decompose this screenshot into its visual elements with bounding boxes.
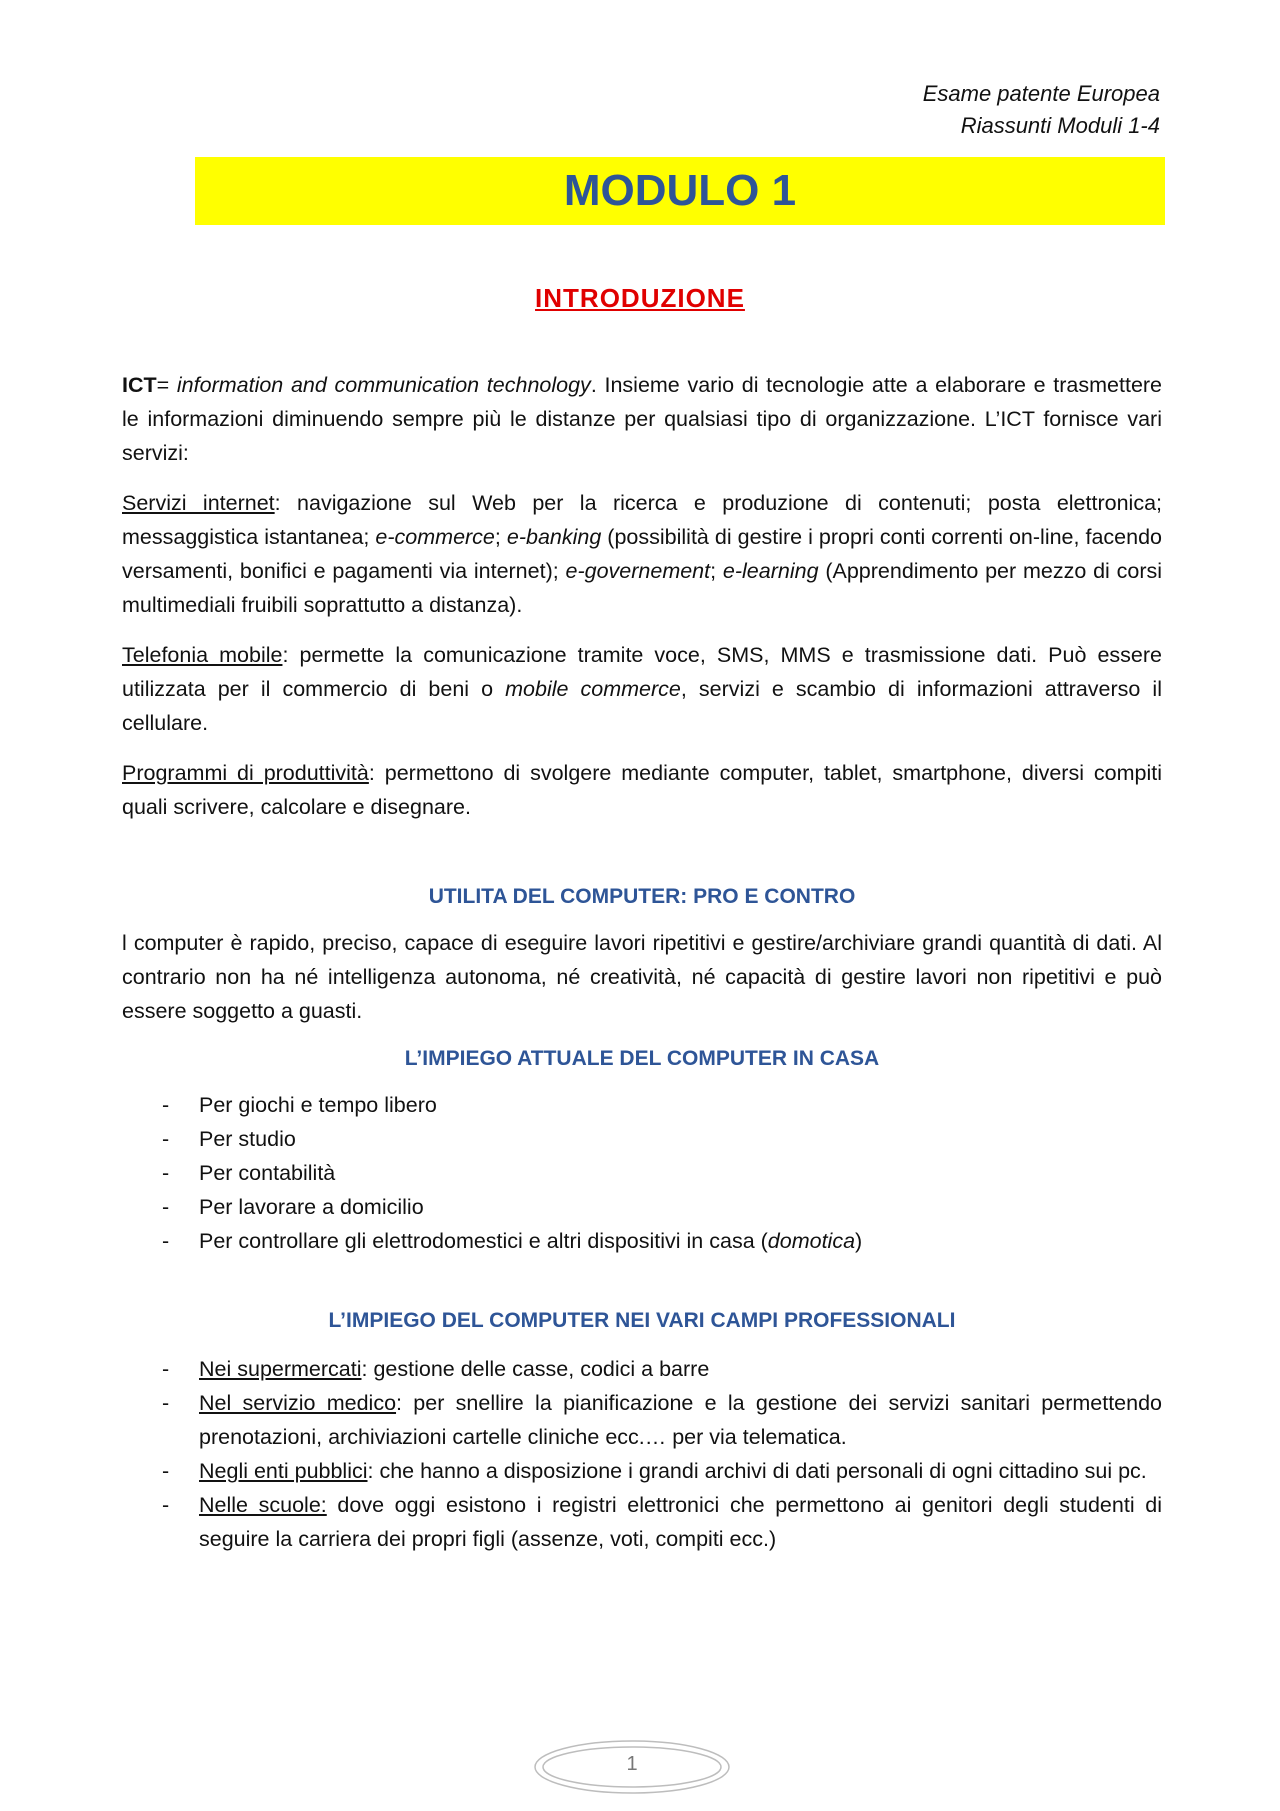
page-number: 1 [626, 1753, 638, 1775]
home-use-list [122, 1088, 1162, 1258]
ict-term: ICT [122, 373, 157, 397]
list-item: - Per contabilità [122, 1156, 1162, 1190]
document-body [122, 368, 1162, 1556]
productivity-text: : permettono di svolgere mediante computer, tablet, smartphone, diversi compiti quali scrivere, calcolare e disegnare. [122, 761, 1163, 819]
header-line-2: Riassunti Moduli 1-4 [960, 113, 1160, 138]
list-item: - Per giochi e tempo libero [122, 1088, 1162, 1122]
utility-heading: UTILITA DEL COMPUTER: PRO E CONTRO [428, 885, 856, 908]
ict-eq: = [156, 373, 177, 397]
ict-definition: information and communication technology [176, 373, 591, 397]
mobile-text-2: , servizi e scambio di informazioni attraverso il cellulare. [122, 677, 1162, 735]
running-header [923, 78, 1160, 142]
module-title: MODULO 1 [563, 166, 797, 215]
utility-paragraph: l computer è rapido, preciso, capace di eseguire lavori ripetitivi e gestire/archiviare grandi quantità di dati. Al contrario non ha né intelligenza autonoma, né creatività, né capacità di gestire lavori non ripetitivi e può essere soggetto a guasti. [122, 931, 1162, 1023]
list-item [122, 1352, 1162, 1386]
list-item: - Per studio [122, 1122, 1162, 1156]
list-item [122, 1224, 1162, 1258]
ebanking-term: e-banking [506, 525, 602, 549]
home-use-last-pre: Per controllare gli elettrodomestici e altri dispositivi in casa ( [199, 1229, 768, 1253]
header-line-1: Esame patente Europea [922, 81, 1160, 106]
professional-item-label: Negli enti pubblici [199, 1459, 368, 1483]
domotica-term: domotica [767, 1229, 856, 1253]
internet-text-2: (possibilità di gestire i propri conti correnti on-line, facendo versamenti, bonifici e pagamenti via internet); [122, 525, 1162, 583]
home-use-last-post: ) [855, 1229, 863, 1253]
professional-item-text: : gestione delle casse, codici a barre [361, 1357, 710, 1381]
intro-heading: INTRODUZIONE [535, 283, 745, 313]
page-number-badge [532, 1738, 732, 1796]
ict-paragraph [122, 368, 1162, 470]
professional-item-text: : che hanno a disposizione i grandi archivi di dati personali di ogni cittadino sui pc. [367, 1459, 1147, 1483]
professional-item-label: Nel servizio medico [199, 1391, 397, 1415]
mobile-paragraph [122, 638, 1162, 740]
professional-item-label: Nelle scuole: [199, 1493, 327, 1517]
list-item: - Per lavorare a domicilio [122, 1190, 1162, 1224]
professional-item-label: Nei supermercati [199, 1357, 362, 1381]
professional-list [122, 1352, 1162, 1556]
list-item [122, 1386, 1162, 1454]
mobile-text-1: : permette la comunicazione tramite voce, SMS, MMS e trasmissione dati. Può essere utilizzata per il commercio di beni o [122, 643, 1163, 701]
internet-text-1: : navigazione sul Web per la ricerca e produzione di contenuti; posta elettronica; messaggistica istantanea; [122, 491, 1162, 549]
productivity-paragraph [122, 756, 1162, 824]
home-use-heading: L’IMPIEGO ATTUALE DEL COMPUTER IN CASA [404, 1047, 880, 1070]
elearning-term: e-learning [722, 559, 819, 583]
egov-term: e-governement [565, 559, 711, 583]
ict-text: . Insieme vario di tecnologie atte a elaborare e trasmettere le informazioni diminuendo sempre più le distanze per qualsiasi tipo di organizzazione. L’ICT fornisce vari servizi: [122, 373, 1163, 465]
professional-item-text: dove oggi esistono i registri elettronici che permettono ai genitori degli studenti di seguire la carriera dei propri figli (assenze, voti, compiti ecc.) [199, 1493, 1162, 1551]
internet-sep-1: ; [494, 525, 507, 549]
productivity-label: Programmi di produttività [122, 761, 369, 785]
ecommerce-term: e-commerce [375, 525, 495, 549]
professional-item-text: : per snellire la pianificazione e la gestione dei servizi sanitari permettendo prenotazioni, archiviazioni cartelle cliniche ecc.… per via telematica. [199, 1391, 1162, 1449]
professional-heading: L’IMPIEGO DEL COMPUTER NEI VARI CAMPI PROFESSIONALI [328, 1309, 956, 1332]
internet-text-3: (Apprendimento per mezzo di corsi multimediali fruibili soprattutto a distanza). [122, 559, 1163, 617]
module-banner [195, 157, 1165, 225]
internet-sep-2: ; [710, 559, 723, 583]
internet-label: Servizi internet [122, 491, 275, 515]
list-item [122, 1454, 1162, 1488]
mobile-label: Telefonia mobile [122, 643, 283, 667]
internet-paragraph [122, 486, 1162, 622]
mcommerce-term: mobile commerce [505, 677, 681, 701]
list-item [122, 1488, 1162, 1556]
